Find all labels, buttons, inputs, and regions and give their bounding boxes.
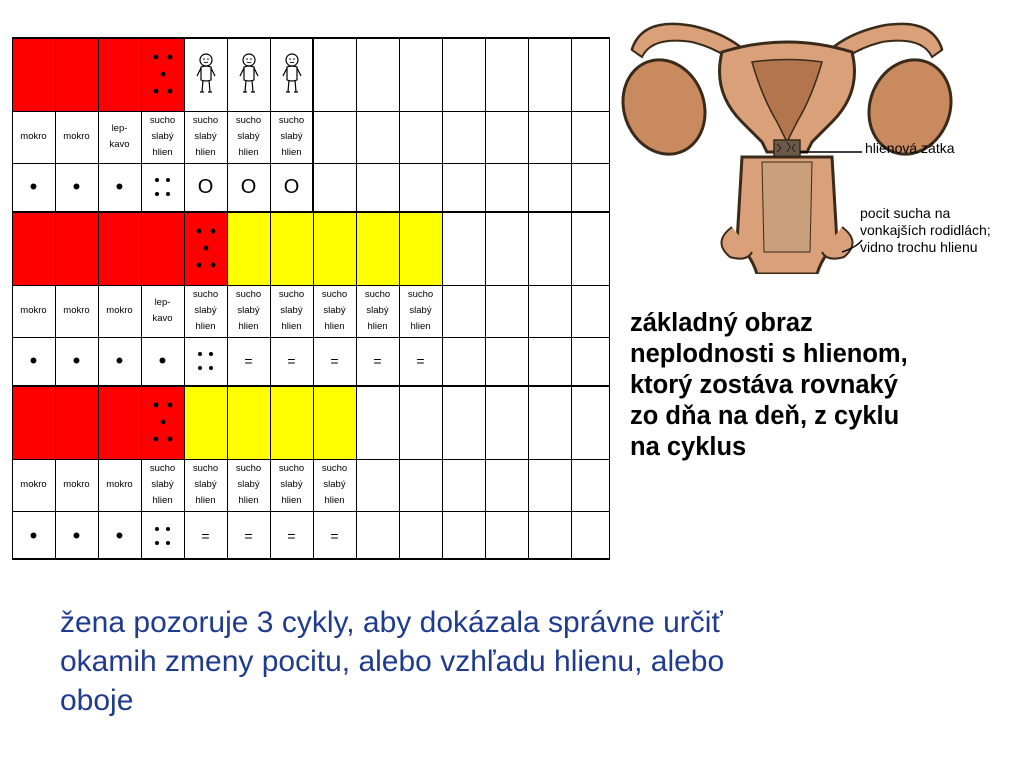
stamp-cell: [141, 385, 184, 459]
stamp-cell: [399, 385, 442, 459]
label-dry-feeling: [860, 205, 991, 256]
observation-label: mokro: [63, 131, 90, 142]
symbol-cell: [356, 163, 399, 211]
observation-label: [571, 111, 610, 163]
symbol-cell: [55, 337, 98, 385]
symbol-cell: [528, 337, 571, 385]
label-line: pocit sucha na: [860, 205, 951, 221]
symbol-text: •: [29, 174, 38, 199]
grid-line: [227, 37, 228, 560]
stamp-cell: [485, 211, 528, 285]
grid-line: [609, 37, 610, 560]
stamp-cell: [442, 37, 485, 111]
observation-label: [485, 459, 528, 511]
stamp-cell: [356, 211, 399, 285]
stamp-cell: [12, 37, 55, 111]
observation-label: sucho slabý hlien: [235, 115, 262, 158]
observation-label: mokro: [106, 305, 133, 316]
stamp-cell: [528, 211, 571, 285]
observation-label: sucho slabý hlien: [235, 289, 262, 332]
grid-line: [12, 211, 610, 213]
footer-line: oboje: [60, 684, 134, 717]
stamp-cell: [270, 385, 313, 459]
symbol-text: =: [287, 353, 296, 369]
caption-line: základný obraz: [630, 309, 813, 337]
observation-label: sucho slabý hlien: [192, 463, 219, 506]
stamp-cell: [55, 211, 98, 285]
observation-label: [313, 111, 356, 163]
symbol-cell: [356, 337, 399, 385]
symbol-text: •: [29, 348, 38, 373]
symbol-text: =: [416, 353, 425, 369]
observation-label: sucho slabý hlien: [278, 289, 305, 332]
symbol-cell: [141, 163, 184, 211]
stamp-cell: [571, 385, 610, 459]
observation-label: mokro: [20, 479, 47, 490]
caption-line: ktorý zostáva rovnaký: [630, 371, 898, 399]
stamp-cell: [571, 37, 610, 111]
grid-line: [528, 37, 529, 560]
grid-line: [12, 163, 610, 164]
observation-label: sucho slabý hlien: [321, 463, 348, 506]
stamp-cell: [528, 385, 571, 459]
symbol-text: •: [158, 348, 167, 373]
grid-line: [12, 459, 610, 460]
symbol-cell: [485, 163, 528, 211]
observation-label: [356, 111, 399, 163]
symbol-text: O: [240, 176, 257, 198]
stamp-cell: [485, 37, 528, 111]
stamp-cell: [55, 385, 98, 459]
stamp-cell: [141, 211, 184, 285]
observation-label: sucho slabý hlien: [149, 115, 176, 158]
stamp-cell: [442, 211, 485, 285]
symbol-cell: [313, 511, 356, 560]
caption-line: zo dňa na deň, z cyklu: [630, 402, 900, 430]
baby-icon: [281, 52, 303, 96]
grid-line: [184, 37, 185, 560]
symbol-text: •: [72, 348, 81, 373]
stamp-cell: [399, 211, 442, 285]
grid-line: [141, 37, 142, 560]
observation-label: [442, 111, 485, 163]
stamp-cell: [184, 385, 227, 459]
symbol-cell: [55, 163, 98, 211]
symbol-text: =: [244, 527, 253, 544]
symbol-cell: [528, 511, 571, 560]
symbol-cell: [313, 337, 356, 385]
symbol-text: •: [72, 174, 81, 199]
observation-label: mokro: [20, 305, 47, 316]
stamp-cell: [184, 37, 227, 111]
symbol-cell: [227, 337, 270, 385]
symbol-cell: [184, 511, 227, 560]
stamp-cell: [12, 211, 55, 285]
symbol-text: =: [330, 353, 339, 369]
symbol-cell: [12, 163, 55, 211]
grid-line: [12, 511, 610, 512]
observation-label: mokro: [20, 131, 47, 142]
symbol-cell: [12, 511, 55, 560]
symbol-cell: [141, 511, 184, 560]
footer-line: žena pozoruje 3 cykly, aby dokázala správne určiť: [60, 606, 723, 639]
symbol-cell: [184, 163, 227, 211]
symbol-cell: [399, 511, 442, 560]
observation-label: [571, 285, 610, 337]
stamp-cell: [528, 37, 571, 111]
observation-label: sucho slabý hlien: [192, 115, 219, 158]
observation-label: [485, 285, 528, 337]
symbol-cell: [399, 163, 442, 211]
grid-line: [12, 37, 610, 39]
symbol-text: •: [115, 522, 124, 548]
observation-label: sucho slabý hlien: [407, 289, 434, 332]
observation-label: sucho slabý hlien: [149, 463, 176, 506]
cycle-chart: [12, 37, 610, 560]
symbol-cell: [528, 163, 571, 211]
grid-line: [442, 37, 443, 560]
symbol-cell: [270, 511, 313, 560]
dots-5-icon: [193, 225, 219, 271]
observation-label: sucho slabý hlien: [321, 289, 348, 332]
stamp-cell: [485, 385, 528, 459]
grid-line: [12, 37, 13, 560]
observation-label: sucho slabý hlien: [192, 289, 219, 332]
symbol-cell: [227, 511, 270, 560]
symbol-cell: [571, 511, 610, 560]
symbol-cell: [55, 511, 98, 560]
grid-line: [270, 37, 271, 560]
observation-label: sucho slabý hlien: [364, 289, 391, 332]
observation-label: [356, 459, 399, 511]
observation-label: [442, 459, 485, 511]
stamp-cell: [98, 37, 141, 111]
grid-line: [312, 37, 314, 211]
symbol-cell: [442, 163, 485, 211]
symbol-text: =: [373, 353, 382, 369]
stamp-cell: [571, 211, 610, 285]
baby-icon: [195, 52, 217, 96]
observation-label: mokro: [63, 479, 90, 490]
observation-label: lep- kavo: [109, 123, 130, 150]
caption-line: na cyklus: [630, 433, 747, 461]
symbol-cell: [184, 337, 227, 385]
observation-label: [571, 459, 610, 511]
symbol-text: =: [287, 527, 296, 544]
stamp-cell: [184, 211, 227, 285]
symbol-text: •: [29, 522, 38, 548]
footer-line: okamih zmeny pocitu, alebo vzhľadu hlienu, alebo: [60, 645, 725, 678]
stamp-cell: [227, 385, 270, 459]
symbol-text: •: [115, 174, 124, 199]
stamp-cell: [356, 37, 399, 111]
observation-label: lep- kavo: [152, 297, 173, 324]
observation-label: [485, 111, 528, 163]
symbol-text: •: [72, 522, 81, 548]
observation-label: sucho slabý hlien: [235, 463, 262, 506]
grid-line: [12, 558, 610, 560]
symbol-cell: [356, 511, 399, 560]
stamp-cell: [356, 385, 399, 459]
grid-line: [12, 285, 610, 286]
label-line: vidno trochu hlienu: [860, 239, 978, 255]
symbol-text: =: [201, 527, 210, 544]
symbol-cell: [98, 337, 141, 385]
symbol-cell: [98, 511, 141, 560]
dots-5-icon: [150, 51, 176, 97]
symbol-cell: [442, 511, 485, 560]
symbol-cell: [227, 163, 270, 211]
grid-line: [485, 37, 486, 560]
stamp-cell: [12, 385, 55, 459]
stamp-cell: [55, 37, 98, 111]
symbol-cell: [442, 337, 485, 385]
grid-line: [12, 385, 610, 387]
symbol-cell: [399, 337, 442, 385]
observation-label: [442, 285, 485, 337]
symbol-cell: [12, 337, 55, 385]
stamp-cell: [141, 37, 184, 111]
symbol-text: O: [283, 176, 300, 198]
stamp-cell: [227, 37, 270, 111]
grid-line: [571, 37, 572, 560]
stamp-cell: [270, 211, 313, 285]
stamp-cell: [270, 37, 313, 111]
grid-line: [12, 111, 610, 112]
stamp-cell: [313, 37, 356, 111]
stamp-cell: [98, 385, 141, 459]
grid-line: [399, 37, 400, 560]
observation-label: mokro: [106, 479, 133, 490]
observation-label: sucho slabý hlien: [278, 115, 305, 158]
symbol-cell: [98, 163, 141, 211]
symbol-text: O: [197, 176, 214, 198]
symbol-cell: [571, 163, 610, 211]
grid-line: [356, 37, 357, 560]
stamp-cell: [98, 211, 141, 285]
stamp-cell: [313, 211, 356, 285]
baby-icon: [238, 52, 260, 96]
dots-4-icon: [195, 349, 217, 373]
symbol-cell: [270, 163, 313, 211]
caption: [630, 308, 1020, 463]
observation-label: mokro: [63, 305, 90, 316]
observation-label: [528, 459, 571, 511]
symbol-cell: [485, 511, 528, 560]
observation-label: [399, 111, 442, 163]
symbol-text: =: [244, 353, 253, 369]
stamp-cell: [442, 385, 485, 459]
observation-label: [528, 285, 571, 337]
symbol-cell: [313, 163, 356, 211]
dots-4-icon: [152, 175, 174, 199]
caption-line: neplodnosti s hlienom,: [630, 340, 908, 368]
stamp-cell: [227, 211, 270, 285]
observation-label: [399, 459, 442, 511]
stamp-cell: [399, 37, 442, 111]
symbol-cell: [485, 337, 528, 385]
stamp-cell: [313, 385, 356, 459]
symbol-text: •: [115, 348, 124, 373]
footer-note: [60, 603, 980, 720]
label-line: vonkajších rodidlách;: [860, 222, 991, 238]
symbol-cell: [270, 337, 313, 385]
observation-label: sucho slabý hlien: [278, 463, 305, 506]
grid-line: [98, 37, 99, 560]
symbol-cell: [141, 337, 184, 385]
dots-5-icon: [150, 399, 176, 445]
dots-4-icon: [152, 524, 174, 548]
grid-line: [55, 37, 56, 560]
observation-label: [528, 111, 571, 163]
label-mucus-plug: hlienová zátka: [865, 140, 955, 156]
symbol-text: =: [330, 527, 339, 544]
grid-line: [12, 337, 610, 338]
symbol-cell: [571, 337, 610, 385]
